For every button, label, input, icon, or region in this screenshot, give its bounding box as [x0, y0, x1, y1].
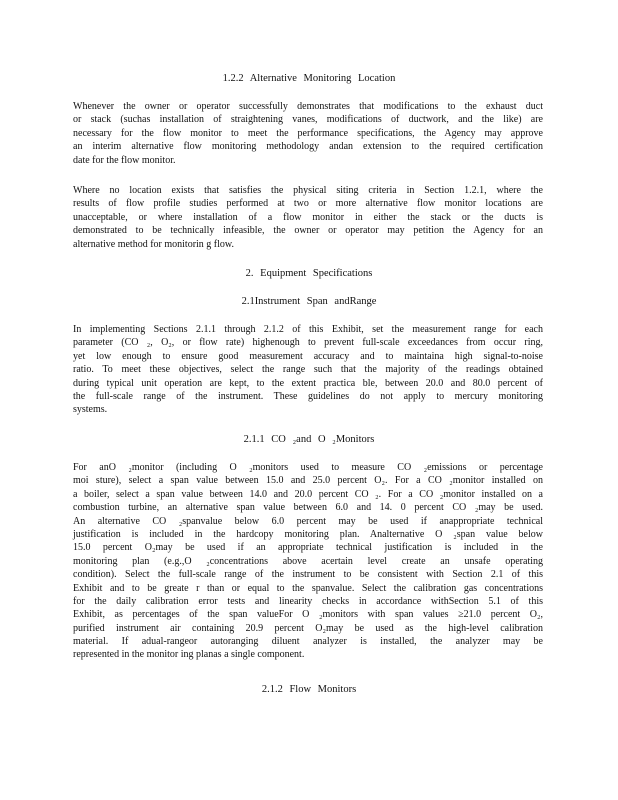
text-line: necessary for the flow monitor to meet the performance specifications, the Agency may approve: [73, 127, 543, 139]
text-line: In implementing Sections 2.1.1 through 2.1.2 of this Exhibit, set the measurement range for each: [73, 324, 543, 335]
text-line: parameter (CO ₂, O₂, or flow rate) highenough to prevent full-scale exceedances from occur ring,: [73, 337, 543, 349]
section-heading-2-1: 2.1Instrument Span andRange: [241, 296, 377, 307]
section-heading-2-1-1: 2.1.1 CO ₂and O ₂Monitors: [243, 434, 375, 445]
text-line: demonstrated to be technically infeasible, the owner or operator may petition the Agency for an: [73, 225, 543, 237]
text-line: or stack (suchas installation of straightening vanes, modifications of ductwork, and the like) are: [73, 114, 543, 126]
text-line: a boiler, select a span value between 14.0 and 20.0 percent CO ₂. For a CO ₂monitor installed on a: [73, 488, 543, 500]
text-line: For anO ₂monitor (including O ₂monitors used to measure CO ₂emissions or percentage: [73, 462, 543, 473]
text-line: purified instrument air containing 20.9 percent O₂may be used as the high-level calibration: [73, 622, 543, 634]
text-line: material. If adual-rangeor autoranging diluent analyzer is installed, the analyzer may be: [73, 636, 543, 648]
text-line: during typical unit operation are kept, to the extent practica ble, between 20.0 and 80.0 percent of: [73, 377, 543, 389]
text-line: condition). Select the full-scale range of the instrument to be consistent with Section 2.1 of this: [73, 569, 543, 581]
text-line: Where no location exists that satisfies the physical siting criteria in Section 1.2.1, where the: [73, 185, 543, 196]
text-line: date for the flow monitor.: [73, 154, 176, 166]
section-heading-2-1-2: 2.1.2 Flow Monitors: [261, 684, 357, 695]
text-line: Exhibit, as percentages of the span valueFor O ₂monitors with span values ≥21.0 percent O₂,: [73, 609, 543, 621]
paragraph-modifications: [73, 100, 543, 167]
text-line: the full-scale range of the instrument. These guidelines do not apply to mercury monitoring: [73, 390, 543, 402]
text-line: alternative method for monitorin g flow.: [73, 238, 234, 250]
text-line: moi sture), select a span value between 15.0 and 25.0 percent O₂. For a CO ₂monitor installed on: [73, 475, 543, 487]
text-line: results of flow profile studies performed at two or more alternative flow monitor locations are: [73, 198, 543, 210]
text-line: combustion turbine, an alternative span value between 6.0 and 14. 0 percent CO ₂may be used.: [73, 502, 543, 514]
text-line: 15.0 percent O₂may be used if an appropriate technical justification is included in the: [73, 542, 543, 554]
text-line: monitoring plan (e.g.,O ₂concentrations above acertain level create an unsafe operating: [73, 555, 543, 567]
text-line: Whenever the owner or operator successfully demonstrates that modifications to the exhaust duct: [73, 101, 543, 112]
text-line: unacceptable, or where installation of a flow monitor in either the stack or the ducts is: [73, 211, 543, 223]
paragraph-span-range: [73, 323, 543, 417]
text-line: yet low enough to ensure good measurement accuracy and to maintaina high signal-to-noise: [73, 350, 543, 362]
text-line: an interim alternative flow monitoring methodology andan extension to the required certification: [73, 141, 543, 153]
section-heading-2: 2. Equipment Specifications: [245, 268, 373, 279]
paragraph-no-location: [73, 184, 543, 251]
text-line: ratio. To meet these objectives, select the range such that the majority of the readings obtained: [73, 364, 543, 376]
text-line: justification is included in the hardcopy monitoring plan. Analternative O ₂span value below: [73, 528, 543, 540]
text-line: Exhibit and to be greate r than or equal to the spanvalue. Select the calibration gas concentrations: [73, 582, 543, 594]
text-line: An alternative CO ₂spanvalue below 6.0 percent may be used if anappropriate technical: [73, 515, 543, 527]
text-line: systems.: [73, 404, 108, 416]
section-heading-1-2-2: 1.2.2 Alternative Monitoring Location: [222, 73, 396, 84]
text-line: represented in the monitor ing planas a single component.: [73, 649, 305, 661]
text-line: for the daily calibration error tests and linearity checks in accordance withSection 5.1 of this: [73, 595, 543, 607]
paragraph-co2-o2-monitors: [73, 461, 543, 662]
